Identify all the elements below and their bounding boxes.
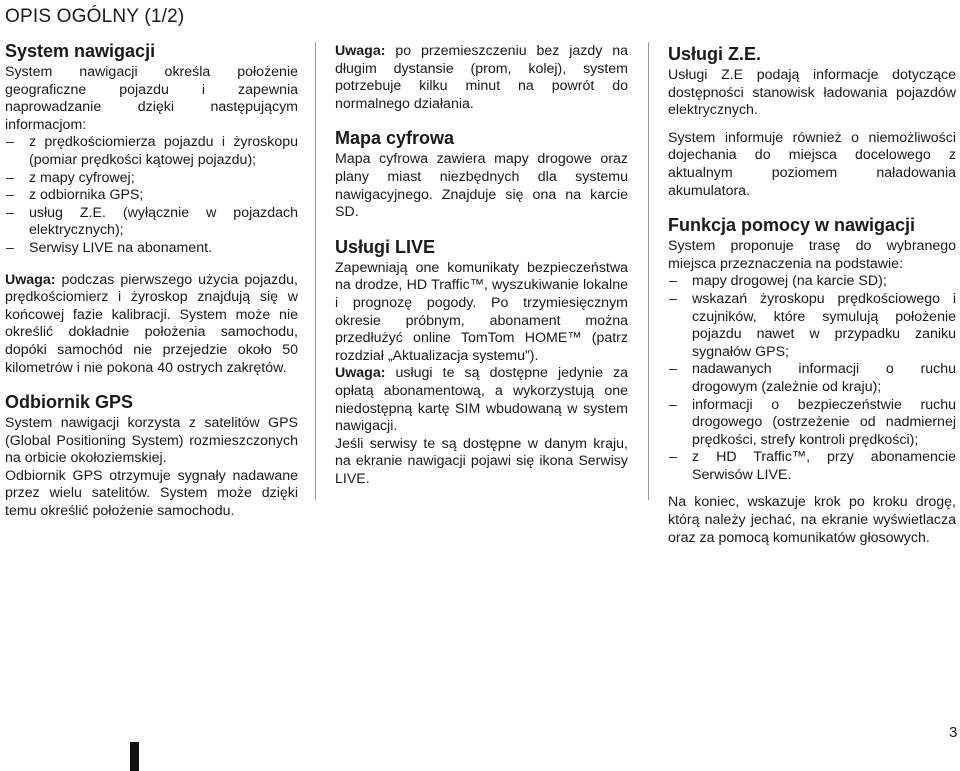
ze-paragraph: System informuje również o niemożliwości dojechania do miejsca docelowego z aktualnym poziomem naładowania akumulatora. <box>668 129 956 199</box>
list-item: – informacji o bezpieczeństwie ruchu drogowego (ostrzeżenie od nadmiernej prędkości, strefy kontroli prędkości); <box>668 397 956 450</box>
section-heading-nav-system: System nawigacji <box>5 41 156 61</box>
list-item: – z HD Traffic™, przy abonamencie Serwisów LIVE. <box>668 449 956 484</box>
list-item: – z odbiornika GPS; <box>5 187 298 205</box>
section-heading-live-services: Usługi LIVE <box>335 236 436 257</box>
column-divider <box>648 42 649 500</box>
note-label: Uwaga: <box>335 43 386 59</box>
note-text: podczas pierwszego użycia pojazdu, prędkościomierz i żyroskop znajdują się w końcowej fazie kalibracji. System może nie określić dokładnie położenia samochodu, dopóki samochód nie przejedzie około 50 kilometrów i nie pokona 40 ostrych zakrętów. <box>5 271 298 376</box>
map-paragraph: Mapa cyfrowa zawiera mapy drogowe oraz plany miast niezbędnych dla systemu nawigacyjnego. Znajduje się ona na karcie SD. <box>335 151 628 221</box>
help-sources-list <box>668 273 956 484</box>
nav-intro: System nawigacji określa położenie geograficzne pojazdu i zapewnia naprowadzanie dzięki następującym informacjom: <box>5 64 298 133</box>
section-heading-ze-services: Usługi Z.E. <box>668 44 762 64</box>
column-left <box>5 40 298 521</box>
list-item: – usług Z.E. (wyłącznie w pojazdach elektrycznych); <box>5 205 298 240</box>
list-item: – Serwisy LIVE na abonament. <box>5 240 298 258</box>
travel-note <box>335 43 628 113</box>
gps-paragraph: System nawigacji korzysta z satelitów GPS (Global Positioning System) rozmieszczonych na orbicie okołoziemskiej. <box>5 415 298 467</box>
note-label: Uwaga: <box>335 365 386 382</box>
page-title: OPIS OGÓLNY (1/2) <box>5 6 185 27</box>
list-item: – z prędkościomierza pojazdu i żyroskopu (pomiar prędkości kątowej pojazdu); <box>5 134 298 169</box>
column-middle <box>335 43 628 488</box>
list-item: – nadawanych informacji o ruchu drogowym (zależnie od kraju); <box>668 361 956 396</box>
page-marker <box>130 742 139 771</box>
section-heading-navigation-help: Funkcja pomocy w nawigacji <box>668 215 916 236</box>
live-paragraph: Jeśli serwisy te są dostępne w danym kraju, na ekranie nawigacji pojawi się ikona Serwisy LIVE. <box>335 435 628 487</box>
list-item: – wskazań żyroskopu prędkościowego i czujników, które symulują położenie pojazdu nawet w przypadku zaniku sygnałów GPS; <box>668 291 956 361</box>
calibration-note <box>5 272 298 378</box>
ze-paragraph: Usługi Z.E podają informacje dotyczące dostępności stanowisk ładowania pojazdów elektrycznych. <box>668 67 956 119</box>
note-text: usługi te są dostępne jedynie za opłatą abonamentową, a wykorzystują one niedostępną kartę SIM wbudowaną w system nawigacji. <box>335 365 628 435</box>
live-paragraph: Zapewniają one komunikaty bezpieczeństwa na drodze, HD Traffic™, wyszukiwanie lokalne i prognozę pogody. Po trzymiesięcznym okresie próbnym, abonament można przedłużyć online TomTom HOME™ (patrz rozdział „Aktualizacja systemu”). <box>335 259 628 364</box>
live-note <box>335 365 628 435</box>
note-text: po przemieszczeniu bez jazdy na długim dystansie (prom, kolej), system potrzebuje kilku minut na powrót do normalnego działania. <box>335 43 628 112</box>
column-divider <box>315 42 316 500</box>
list-item: – z mapy cyfrowej; <box>5 170 298 188</box>
page-number: 3 <box>949 724 958 741</box>
section-heading-gps: Odbiornik GPS <box>5 392 134 413</box>
column-right <box>668 43 956 547</box>
gps-paragraph: Odbiornik GPS otrzymuje sygnały nadawane przez wielu satelitów. System może dzięki temu określić położenie samochodu. <box>5 467 298 520</box>
help-outro: Na koniec, wskazuje krok po kroku drogę, którą należy jechać, na ekranie wyświetlacza oraz za pomocą komunikatów głosowych. <box>668 494 956 546</box>
help-intro: System proponuje trasę do wybranego miejsca przeznaczenia na podstawie: <box>668 238 956 272</box>
section-heading-digital-map: Mapa cyfrowa <box>335 128 455 149</box>
list-item: – mapy drogowej (na karcie SD); <box>668 273 956 291</box>
note-label: Uwaga: <box>5 271 56 288</box>
nav-sources-list <box>5 134 298 257</box>
